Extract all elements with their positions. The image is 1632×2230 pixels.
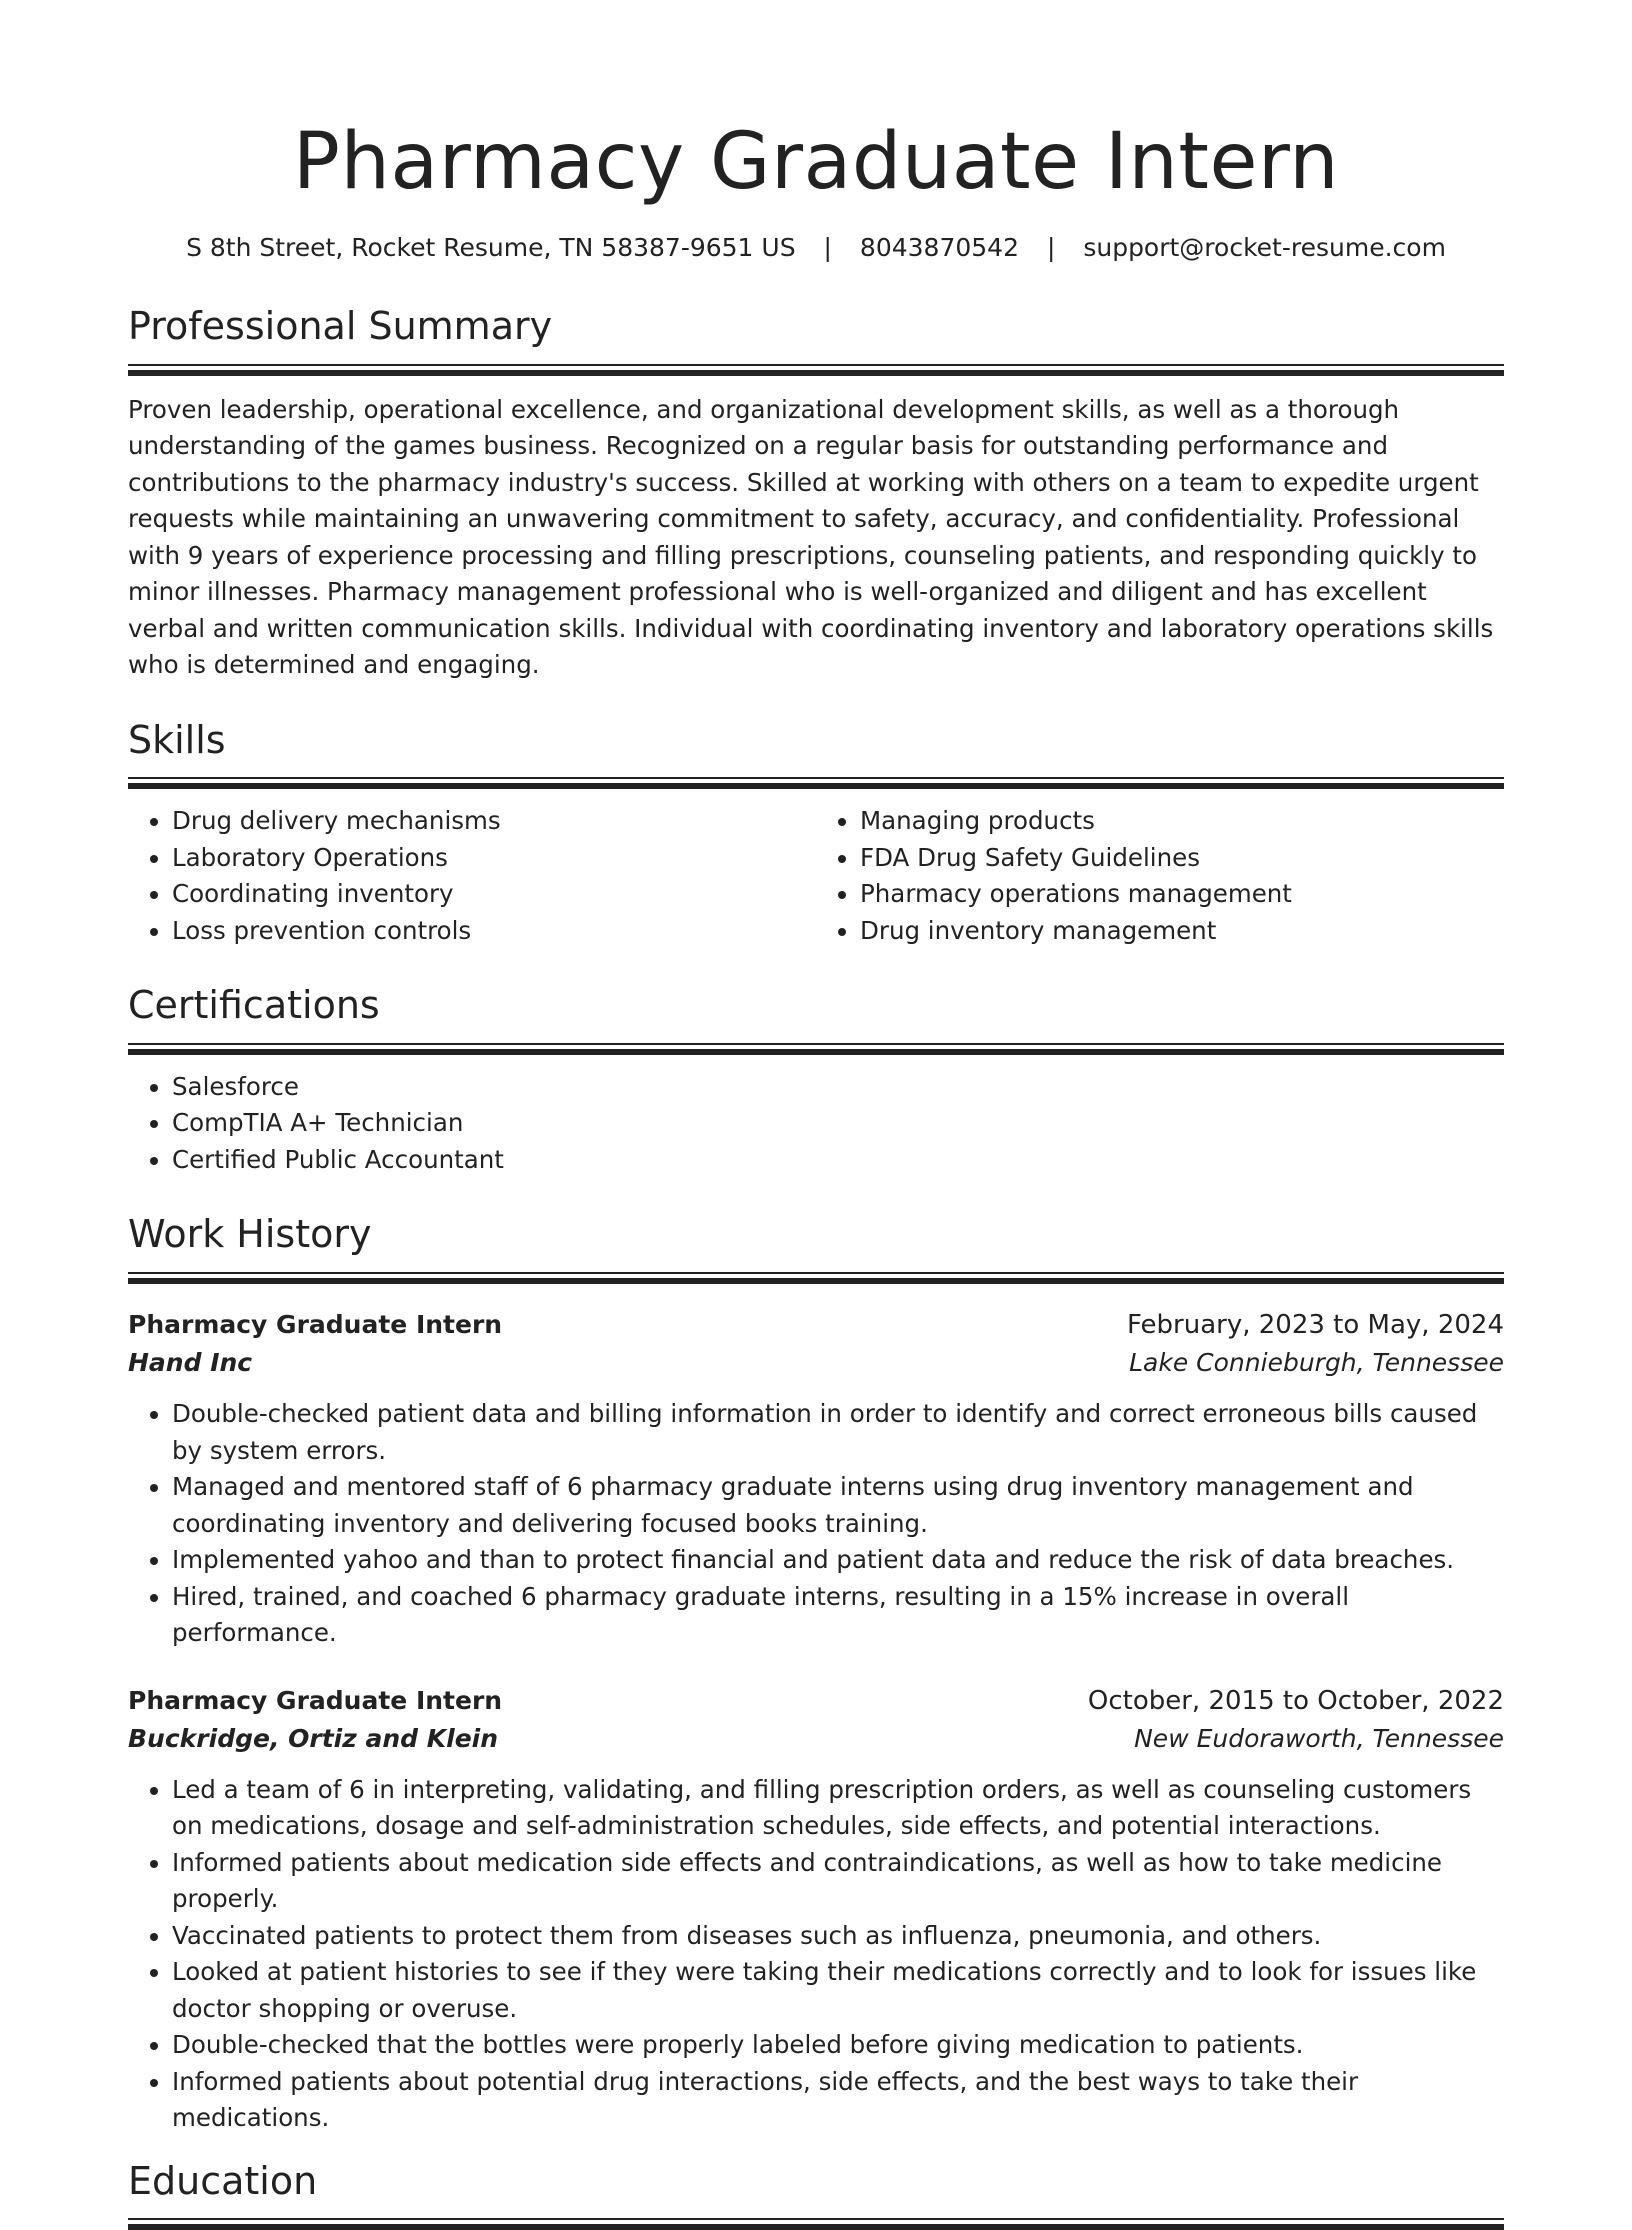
job-bullet: • Hired, trained, and coached 6 pharmacy graduate interns, resulting in a 15% increase in overall performance. (172, 1579, 1504, 1652)
contact-email: support@rocket-resume.com (1083, 232, 1446, 262)
skills-list-left (128, 803, 816, 949)
skill-item: • Laboratory Operations (172, 840, 816, 877)
job-bullet: • Vaccinated patients to protect them from diseases such as influenza, pneumonia, and others. (172, 1918, 1504, 1955)
job-company: Buckridge, Ortiz and Klein (128, 1723, 499, 1753)
work-history-section (128, 1212, 1504, 2136)
job-bullet: • Double-checked that the bottles were properly labeled before giving medication to patients. (172, 2027, 1504, 2064)
contact-phone: 8043870542 (859, 232, 1019, 262)
certification-item: • CompTIA A+ Technician (172, 1105, 1504, 1142)
job-dates: February, 2023 to May, 2024 (1127, 1310, 1504, 1341)
contact-separator: | (823, 232, 832, 262)
job-company: Hand Inc (128, 1348, 253, 1378)
job-bullets (128, 1772, 1504, 2137)
certification-item: • Certified Public Accountant (172, 1142, 1504, 1179)
education-section (128, 2159, 1504, 2230)
job-location: New Eudoraworth, Tennessee (1134, 1723, 1504, 1753)
skill-item: • FDA Drug Safety Guidelines (860, 840, 1504, 877)
job-bullet: • Informed patients about medication side effects and contraindications, as well as how to take medicine properly. (172, 1845, 1504, 1918)
section-divider (128, 1272, 1504, 1284)
skill-item: • Drug delivery mechanisms (172, 803, 816, 840)
job-dates: October, 2015 to October, 2022 (1087, 1685, 1504, 1716)
work-history-heading: Work History (128, 1212, 372, 1257)
resume-name: Pharmacy Graduate Intern (292, 117, 1340, 207)
summary-text: Proven leadership, operational excellence, and organizational development skills, as well as a thorough understanding of the games business. Recognized on a regular basis for outstanding performance and contributions to the pharmacy industry's success. Skilled at working with others on a team to expedite urgent requests while maintaining an unwavering commitment to safety, accuracy, and confidentiality. Professional with 9 years of experience processing and filling prescriptions, counseling patients, and responding quickly to minor illnesses. Pharmacy management professional who is well-organized and diligent and has excellent verbal and written communication skills. Individual with coordinating inventory and laboratory operations skills who is determined and engaging. (128, 394, 1494, 680)
certifications-heading: Certifications (128, 983, 380, 1028)
job-bullet: • Looked at patient histories to see if they were taking their medications correctly and to look for issues like doctor shopping or overuse. (172, 1954, 1504, 2027)
job-bullet: • Led a team of 6 in interpreting, validating, and filling prescription orders, as well as counseling customers on medications, dosage and self-administration schedules, side effects, and potential interactions. (172, 1772, 1504, 1845)
job-company-row (128, 1720, 1504, 1758)
skill-item: • Coordinating inventory (172, 876, 816, 913)
job-bullet: • Implemented yahoo and than to protect financial and patient data and reduce the risk of data breaches. (172, 1542, 1504, 1579)
job-title: Pharmacy Graduate Intern (128, 1685, 503, 1715)
job-entry (128, 1306, 1504, 1652)
job-bullet: • Managed and mentored staff of 6 pharmacy graduate interns using drug inventory management and coordinating inventory and delivering focused books training. (172, 1469, 1504, 1542)
skill-item: • Managing products (860, 803, 1504, 840)
job-header-row (128, 1682, 1504, 1720)
certifications-list (128, 1069, 1504, 1179)
section-divider (128, 2218, 1504, 2230)
certification-item: • Salesforce (172, 1069, 1504, 1106)
section-divider (128, 364, 1504, 376)
skills-list-right (816, 803, 1504, 949)
contact-address: S 8th Street, Rocket Resume, TN 58387-9651 US (186, 232, 796, 262)
contact-separator: | (1046, 232, 1056, 262)
section-divider (128, 777, 1504, 789)
skill-item: • Loss prevention controls (172, 913, 816, 950)
job-header-row (128, 1306, 1504, 1344)
skills-columns (128, 803, 1504, 949)
certifications-section (128, 983, 1504, 1178)
skill-item: • Drug inventory management (860, 913, 1504, 950)
job-location: Lake Connieburgh, Tennessee (1129, 1348, 1504, 1378)
education-heading: Education (128, 2158, 318, 2203)
job-entry (128, 1682, 1504, 2137)
job-title: Pharmacy Graduate Intern (128, 1310, 503, 1340)
summary-heading: Professional Summary (128, 304, 553, 349)
summary-section (128, 304, 1504, 684)
job-company-row (128, 1344, 1504, 1382)
contact-line (128, 232, 1504, 265)
skills-heading: Skills (128, 717, 226, 762)
section-divider (128, 1043, 1504, 1055)
skills-section (128, 718, 1504, 950)
job-bullet: • Informed patients about potential drug interactions, side effects, and the best ways to take their medications. (172, 2064, 1504, 2137)
job-bullets (128, 1396, 1504, 1652)
job-bullet: • Double-checked patient data and billing information in order to identify and correct erroneous bills caused by system errors. (172, 1396, 1504, 1469)
skill-item: • Pharmacy operations management (860, 876, 1504, 913)
